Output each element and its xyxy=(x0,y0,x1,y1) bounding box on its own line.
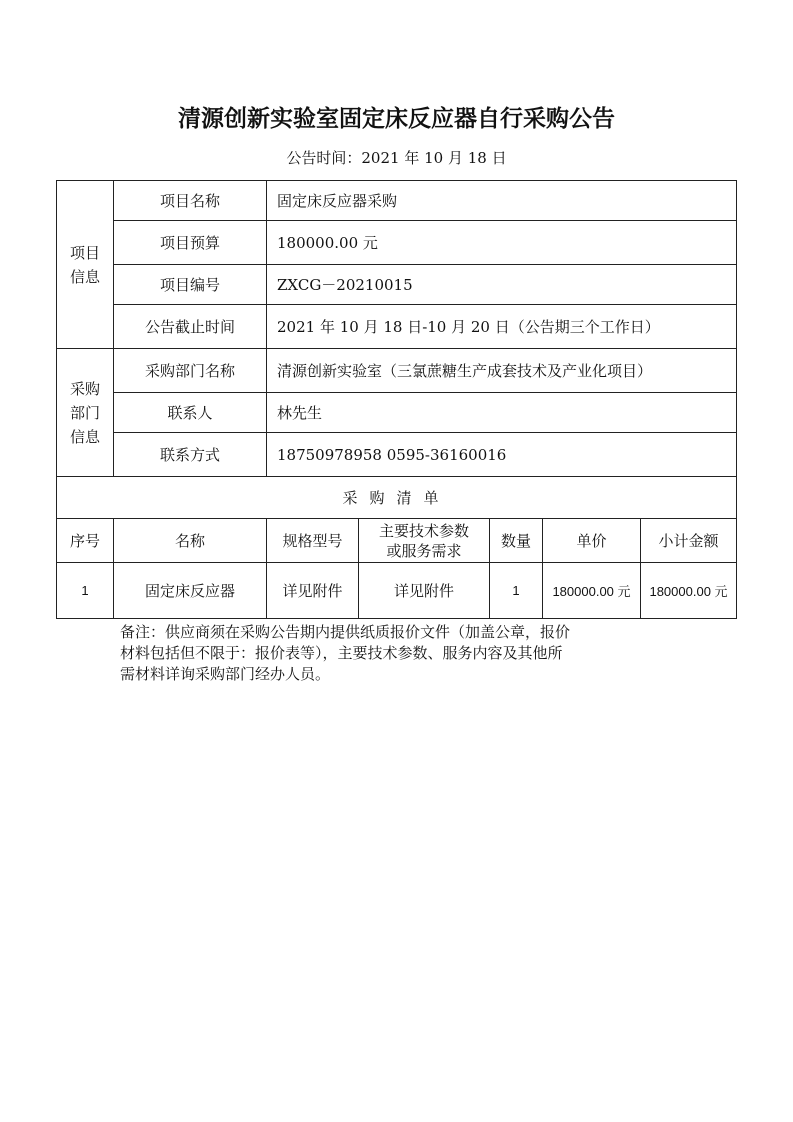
field-label: 采购部门名称 xyxy=(114,349,267,393)
contact-person-value: 林先生 xyxy=(267,393,737,433)
header-unit-price: 单价 xyxy=(543,519,641,563)
remark-note: 备注：供应商须在采购公告期内提供纸质报价文件（加盖公章，报价 材料包括但不限于：报价表等），主要技术参数、服务内容及其他所 需材料详询采购部门经办人员。 xyxy=(120,623,571,683)
header-requirements: 主要技术参数 或服务需求 xyxy=(359,519,490,563)
item-index: 1 xyxy=(57,563,114,619)
purchaser-info-label: 采购 部门 信息 xyxy=(57,349,114,477)
item-unit-price: 180000.00 元 xyxy=(543,563,641,619)
item-requirements: 详见附件 xyxy=(359,563,490,619)
header-subtotal: 小计金额 xyxy=(641,519,737,563)
project-info-label: 项目 信息 xyxy=(57,181,114,349)
project-budget-row xyxy=(57,221,737,265)
project-name-row xyxy=(57,181,737,221)
notice-table xyxy=(56,180,737,619)
purchase-list-header xyxy=(57,519,737,563)
purchaser-name-value: 清源创新实验室（三氯蔗糖生产成套技术及产业化项目） xyxy=(267,349,737,393)
purchaser-name-row xyxy=(57,349,737,393)
item-name: 固定床反应器 xyxy=(114,563,267,619)
header-spec: 规格型号 xyxy=(267,519,359,563)
field-label: 公告截止时间 xyxy=(114,305,267,349)
field-label: 项目预算 xyxy=(114,221,267,265)
table-row xyxy=(57,563,737,619)
project-number-value: ZXCG－20210015 xyxy=(267,265,737,305)
deadline-row xyxy=(57,305,737,349)
contact-method-row xyxy=(57,433,737,477)
project-budget-value: 180000.00 元 xyxy=(267,221,737,265)
page-title: 清源创新实验室固定床反应器自行采购公告 xyxy=(178,106,615,132)
header-quantity: 数量 xyxy=(490,519,543,563)
purchase-list-title-row xyxy=(57,477,737,519)
field-label: 联系方式 xyxy=(114,433,267,477)
header-index: 序号 xyxy=(57,519,114,563)
field-label: 项目编号 xyxy=(114,265,267,305)
item-quantity: 1 xyxy=(490,563,543,619)
contact-method-value: 18750978958 0595-36160016 xyxy=(267,433,737,477)
contact-person-row xyxy=(57,393,737,433)
project-number-row xyxy=(57,265,737,305)
field-label: 联系人 xyxy=(114,393,267,433)
header-name: 名称 xyxy=(114,519,267,563)
announce-date: 公告时间：2021 年 10 月 18 日 xyxy=(286,149,507,167)
deadline-value: 2021 年 10 月 18 日-10 月 20 日（公告期三个工作日） xyxy=(267,305,737,349)
project-name-value: 固定床反应器采购 xyxy=(267,181,737,221)
item-spec: 详见附件 xyxy=(267,563,359,619)
field-label: 项目名称 xyxy=(114,181,267,221)
purchase-list-title: 采购清单 xyxy=(57,477,737,519)
item-subtotal: 180000.00 元 xyxy=(641,563,737,619)
